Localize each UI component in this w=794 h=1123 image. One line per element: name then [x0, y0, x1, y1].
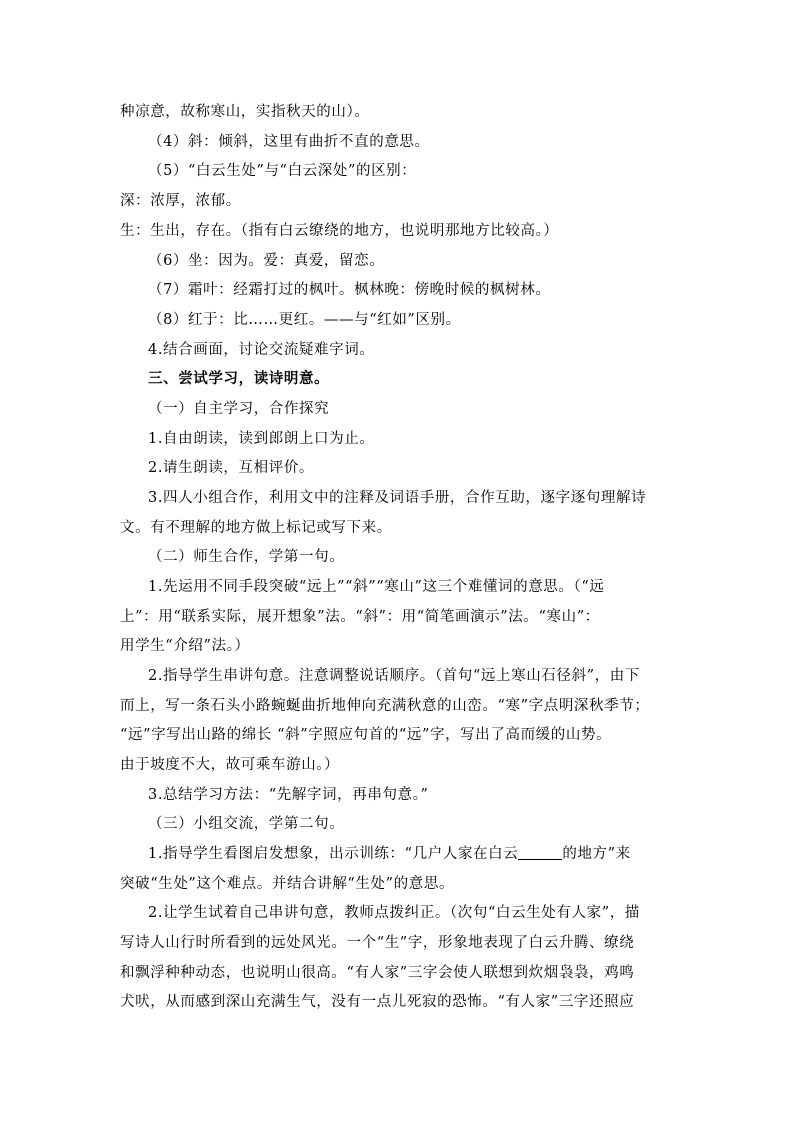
fill-in-blank: [518, 845, 562, 860]
text-line: 和飘浮种种动态，也说明山很高。“有人家”三字会使人联想到炊烟袅袅，鸡鸣: [120, 965, 635, 981]
text-line: 用学生“介绍”法。）: [120, 638, 250, 654]
text-line: 由于坡度不大，故可乘车游山。）: [120, 757, 340, 773]
text-line: （6）坐：因为。爱：真爱，留恋。: [148, 253, 385, 269]
text-line: 写诗人山行时所看到的远处风光。一个“生”字，形象地表现了白云升腾、缭绕: [120, 935, 635, 951]
text-line: 2.让学生试着自己串讲句意，教师点拨纠正。（次句“白云生处有人家”，描: [148, 905, 640, 921]
text-line: 1.先运用不同手段突破“远上”“斜”“寒山”这三个难懂词的意思。（“远: [148, 579, 605, 595]
text-line: 上”：用“联系实际，展开想象”法。“斜”：用“简笔画演示”法。“寒山”：: [120, 609, 600, 625]
text-line: 犬吠，从而感到深山充满生气，没有一点儿死寂的恐怖。“有人家”三字还照应: [120, 994, 635, 1010]
text-line: 2.指导学生串讲句意。注意调整说话顺序。（首句“远上寒山石径斜”，由下: [148, 668, 640, 684]
subsection-heading: （一）自主学习，合作探究: [148, 401, 330, 417]
text-line: 1.自由朗读，读到郎朗上口为止。: [148, 431, 375, 447]
text-line: （5）“白云生处”与“白云深处”的区别：: [148, 163, 417, 179]
text-line: 生：生出，存在。（指有白云缭绕的地方，也说明那地方比较高。）: [120, 223, 559, 239]
text-line: 4.结合画面，讨论交流疑难字词。: [148, 342, 375, 358]
text-line: 突破“生处”这个难点。并结合讲解“生处”的意思。: [120, 876, 455, 892]
text-line: 而上，写一条石头小路蜿蜒曲折地伸向充满秋意的山峦。“寒”字点明深秋季节；: [120, 698, 650, 714]
text-segment: 的地方”来: [562, 846, 631, 862]
text-line: “远”字写出山路的绵长 “斜”字照应句首的“远”字，写出了高而缓的山势。: [120, 727, 612, 743]
text-line: 3.总结学习方法：“先解字词，再串句意。”: [148, 787, 429, 803]
text-line: 文。有不理解的地方做上标记或写下来。: [120, 520, 392, 536]
text-line: （4）斜：倾斜，这里有曲折不直的意思。: [148, 134, 430, 150]
subsection-heading: （三）小组交流，学第二句。: [148, 816, 345, 832]
text-line: 2.请生朗读，互相评价。: [148, 460, 315, 476]
text-line: 种凉意，故称寒山，实指秋天的山）。: [120, 104, 370, 120]
text-segment: 1.指导学生看图启发想象，出示训练：“几户人家在白云: [148, 846, 519, 862]
text-line: 深：浓厚，浓郁。: [120, 193, 241, 209]
text-line: 3.四人小组合作，利用文中的注释及词语手册，合作互助，逐字逐句理解诗: [148, 490, 647, 506]
subsection-heading: （二）师生合作，学第一句。: [148, 549, 345, 565]
section-heading: 三、尝试学习，读诗明意。: [148, 370, 330, 387]
text-line: （7）霜叶：经霜打过的枫叶。枫林晚：傍晚时候的枫树林。: [148, 282, 551, 298]
text-line-with-blank: [148, 844, 704, 864]
text-line: （8）红于：比……更红。——与“红如”区别。: [148, 312, 461, 328]
